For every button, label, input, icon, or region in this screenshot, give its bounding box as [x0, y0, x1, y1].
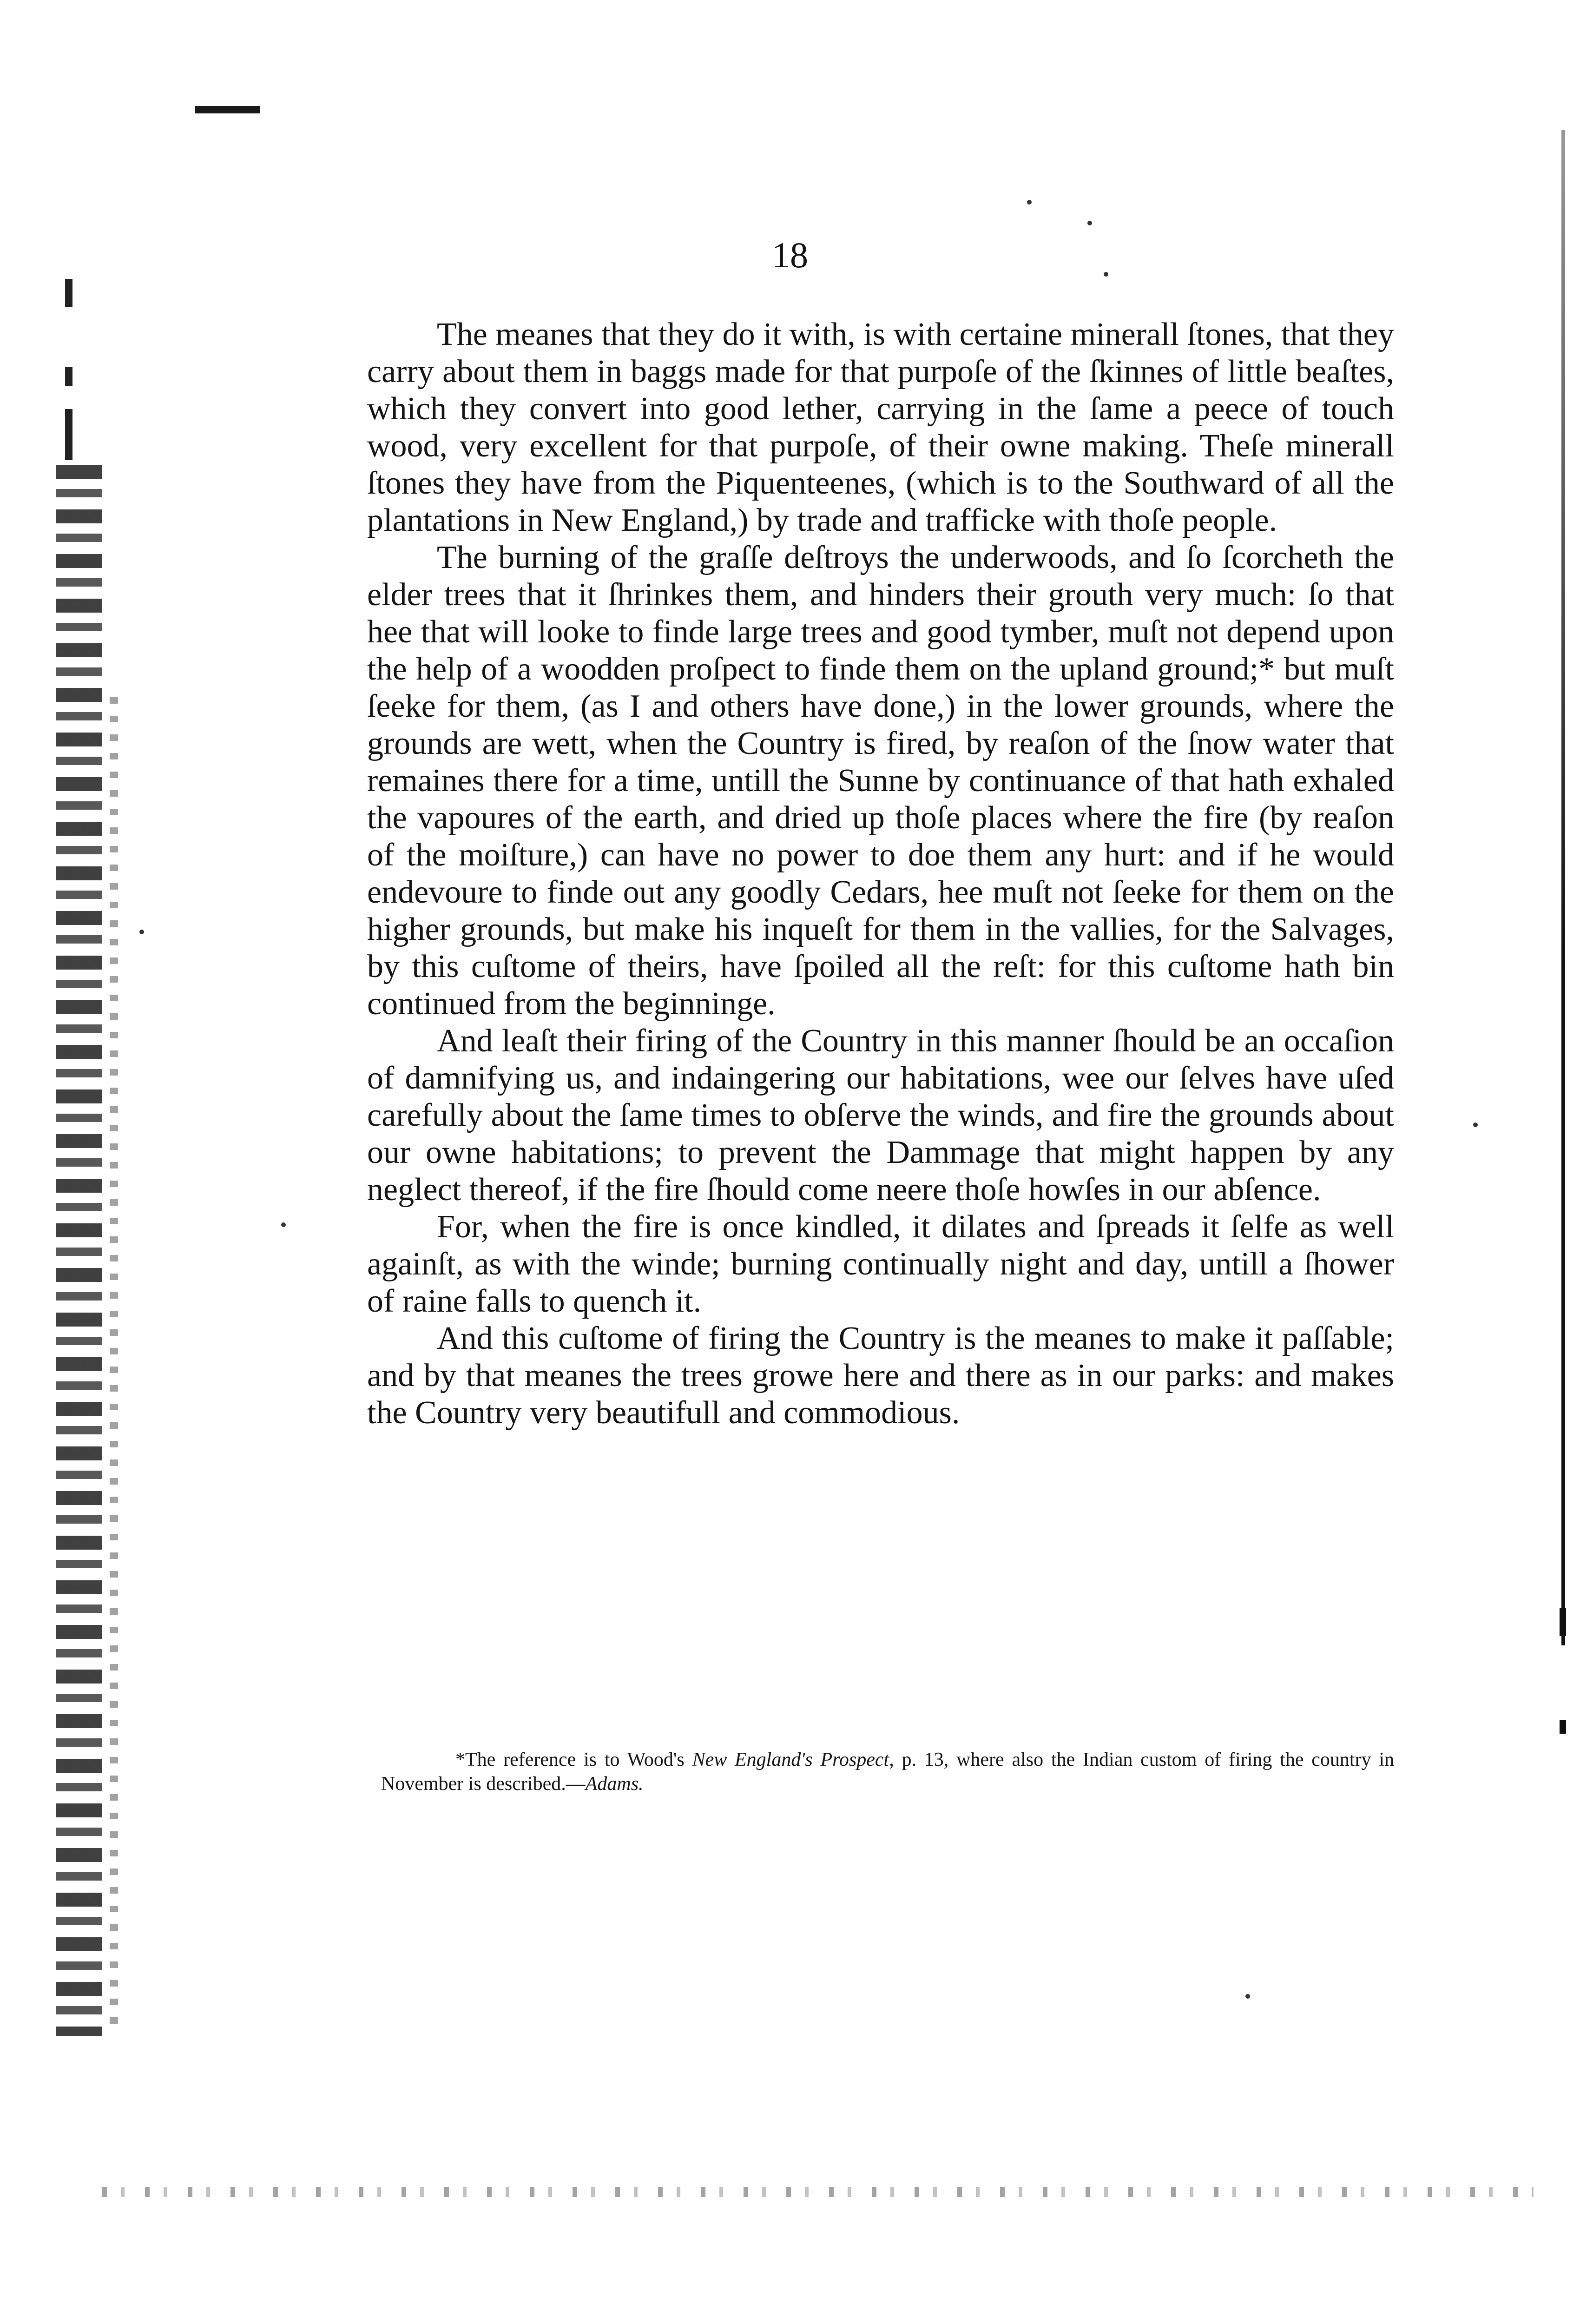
- bottom-scan-noise: [102, 2187, 1534, 2197]
- paragraph: And leaſt their firing of the Country in this manner ſhould be an occaſion of damnifying us, and indaingering our habitations, wee our ſelves have uſed carefully about the ſame times to obſerve the winds, and fire the grounds about our owne habitations; to prevent the Dammage that might happen by any neglect thereof, if the fire ſhould come neere thoſe howſes in our abſence.: [367, 1023, 1394, 1208]
- scan-speck: [1473, 1122, 1478, 1127]
- footnote: [381, 1748, 1394, 1796]
- margin-tick: [65, 279, 72, 307]
- paragraph: The burning of the graſſe deſtroys the underwoods, and ſo ſcorcheth the elder trees that it ſhrinkes them, and hinders their grouth very much: ſo that hee that will looke to finde large trees and good tymber, muſt not depend upon the help of a woodden proſpect to finde them on the upland ground;* but muſt ſeeke for them, (as I and others have done,) in the lower grounds, where the grounds are wett, when the Country is fired, by reaſon of the ſnow water that remaines there for a time, untill the Sunne by continuance of that hath exhaled the vapoures of the earth, and dried up thoſe places where the fire (by reaſon of the moiſture,) can have no power to doe them any hurt: and if he would endevoure to finde out any goodly Cedars, hee muſt not ſeeke for them on the higher grounds, but make his inqueſt for them in the vallies, for the Salvages, by this cuſtome of theirs, have ſpoiled all the reſt: for this cuſtome hath bin continued from the beginninge.: [367, 540, 1394, 1022]
- page-number: 18: [772, 235, 808, 275]
- scan-speck: [1087, 221, 1092, 225]
- paragraph: And this cuſtome of firing the Country is the meanes to make it paſſable; and by that meanes the trees growe here and there as in our parks: and makes the Country very beautifull and commodious.: [367, 1320, 1394, 1431]
- scan-speck: [139, 930, 144, 934]
- footnote-lead: *The reference is to Wood's: [455, 1749, 692, 1770]
- margin-tick: [65, 409, 72, 460]
- scan-speck: [1245, 1994, 1250, 1999]
- footnote-book-title: New England's Prospect: [692, 1749, 889, 1770]
- scan-speck: [281, 1222, 286, 1227]
- right-edge-mark: [1560, 1720, 1566, 1734]
- paragraph: For, when the fire is once kindled, it dilates and ſpreads it ſelfe as well againſt, as with the winde; burning continually night and day, untill a ſhower of raine falls to quench it.: [367, 1209, 1394, 1319]
- footnote-middle: , p. 13, where also the Indian custom of firing the country in November is described.—: [381, 1749, 1395, 1795]
- top-rule: [195, 106, 260, 113]
- scan-speck: [1104, 272, 1108, 277]
- scan-speck: [1027, 200, 1032, 205]
- left-margin-scan-artifact: [56, 465, 102, 2036]
- right-edge-shadow: [1561, 130, 1565, 1645]
- paragraph: The meanes that they do it with, is with certaine minerall ſtones, that they carry about them in baggs made for that purpoſe of the ſkinnes of little beaſtes, which they convert into good lether, carrying in the ſame a peece of touch wood, very excellent for that purpoſe, of their owne making. Theſe minerall ſtones they have from the Piquenteenes, (which is to the Southward of all the plantations in New England,) by trade and trafficke with thoſe people.: [367, 317, 1394, 538]
- body-text: [367, 316, 1394, 1432]
- margin-tick: [65, 367, 72, 386]
- right-edge-mark: [1560, 1608, 1566, 1636]
- footnote-author: Adams.: [585, 1773, 644, 1795]
- left-margin-scan-artifact-thin: [110, 697, 118, 2036]
